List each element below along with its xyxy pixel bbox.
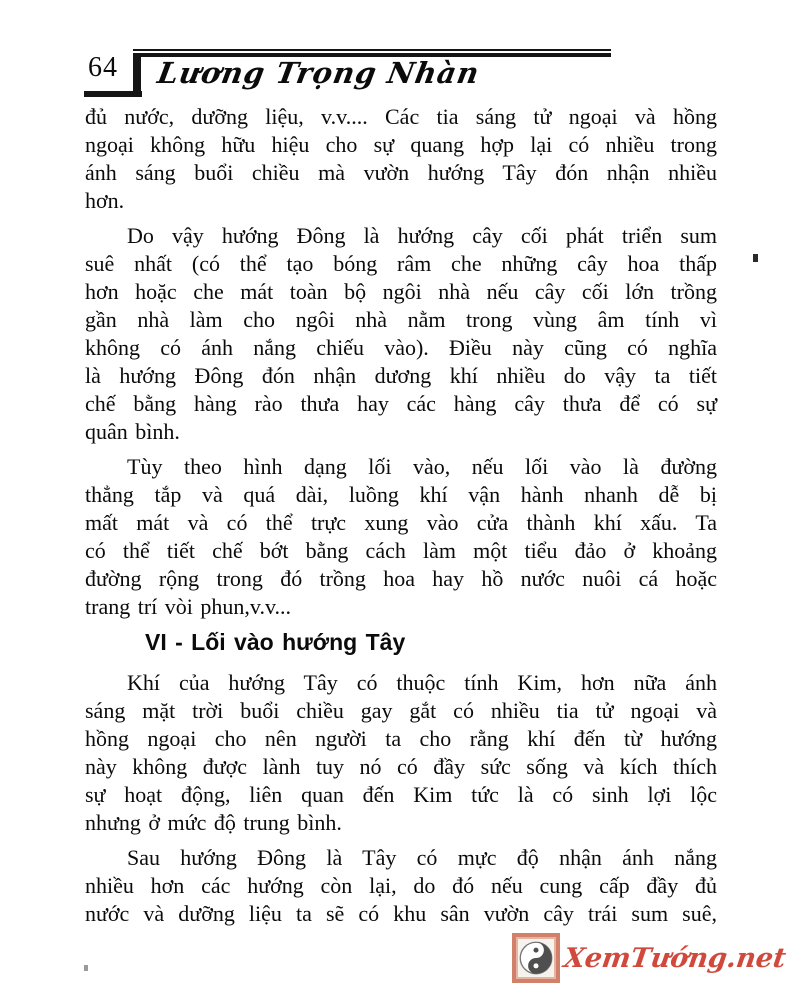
text-line: nước và dưỡng liệu ta sẽ có khu sân vườn cây trái sum suê, bbox=[85, 901, 717, 926]
text-line: nhưng ở mức độ trung bình. bbox=[85, 810, 342, 835]
watermark bbox=[512, 933, 789, 983]
text-line: trang trí vòi phun,v.v... bbox=[85, 594, 292, 619]
text-line: chế bằng hàng rào thưa hay các hàng cây thưa để có sự bbox=[85, 391, 717, 416]
section-heading: VI - Lối vào hướng Tây bbox=[145, 629, 406, 655]
paragraph bbox=[85, 453, 717, 621]
text-line: sự hoạt động, liên quan đến Kim tức là có sinh lợi lộc bbox=[85, 782, 717, 807]
text-line: Do vậy hướng Đông là hướng cây cối phát triển sum bbox=[127, 223, 717, 248]
scan-artifact bbox=[753, 254, 758, 262]
watermark-text: XemTướng.net bbox=[562, 942, 789, 974]
text-line: là hướng Đông đón nhận dương khí nhiều do vậy ta tiết bbox=[85, 363, 717, 388]
yin-yang-glyph bbox=[518, 940, 554, 976]
paragraph bbox=[85, 669, 717, 837]
text-body bbox=[85, 103, 717, 935]
yin-yang-icon bbox=[512, 933, 560, 983]
text-line: đủ nước, dưỡng liệu, v.v.... Các tia sáng tử ngoại và hồng bbox=[85, 104, 717, 129]
text-line: Khí của hướng Tây có thuộc tính Kim, hơn nữa ánh bbox=[127, 670, 717, 695]
text-line: không có ánh nắng chiếu vào). Điều này cũng có nghĩa bbox=[85, 335, 717, 360]
text-line: có thể tiết chế bớt bằng cách làm một tiểu đảo ở khoảng bbox=[85, 538, 717, 563]
text-line: thẳng tắp và quá dài, luồng khí vận hành nhanh dễ bị bbox=[85, 482, 717, 507]
text-line: suê nhất (có thể tạo bóng râm che những cây hoa thấp bbox=[85, 251, 717, 276]
page-number: 64 bbox=[88, 52, 118, 83]
text-line: Tùy theo hình dạng lối vào, nếu lối vào là đường bbox=[127, 454, 717, 479]
text-line: hồng ngoại cho nên người ta cho rằng khí đến từ hướng bbox=[85, 726, 717, 751]
scan-artifact bbox=[84, 965, 88, 971]
paragraph bbox=[85, 103, 717, 215]
text-line: sáng mặt trời buổi chiều gay gắt có nhiều tia tử ngoại và bbox=[85, 698, 717, 723]
text-line: quân bình. bbox=[85, 419, 180, 444]
text-line: ngoại không hữu hiệu cho sự quang hợp lại có nhiều trong bbox=[85, 132, 717, 157]
text-line: này không được lành tuy nó có đầy sức sống và kích thích bbox=[85, 754, 717, 779]
paragraph bbox=[85, 222, 717, 446]
text-line: gần nhà làm cho ngôi nhà nằm trong vùng âm tính vì bbox=[85, 307, 717, 332]
text-line: Sau hướng Đông là Tây có mực độ nhận ánh nắng bbox=[127, 845, 717, 870]
text-line: nhiều hơn các hướng còn lại, do đó nếu cung cấp đầy đủ bbox=[85, 873, 717, 898]
text-line: mất mát và có thể trực xung vào cửa thành khí xấu. Ta bbox=[85, 510, 717, 535]
text-line: ánh sáng buổi chiều mà vườn hướng Tây đón nhận nhiều bbox=[85, 160, 717, 185]
page-header bbox=[0, 0, 800, 100]
text-line: hơn hoặc che mát toàn bộ ngôi nhà nếu cây cối lớn trồng bbox=[85, 279, 717, 304]
text-line: đường rộng trong đó trồng hoa hay hồ nước nuôi cá hoặc bbox=[85, 566, 717, 591]
author-header: Lương Trọng Nhàn bbox=[155, 56, 483, 90]
text-line: hơn. bbox=[85, 188, 125, 213]
paragraph bbox=[85, 844, 717, 928]
